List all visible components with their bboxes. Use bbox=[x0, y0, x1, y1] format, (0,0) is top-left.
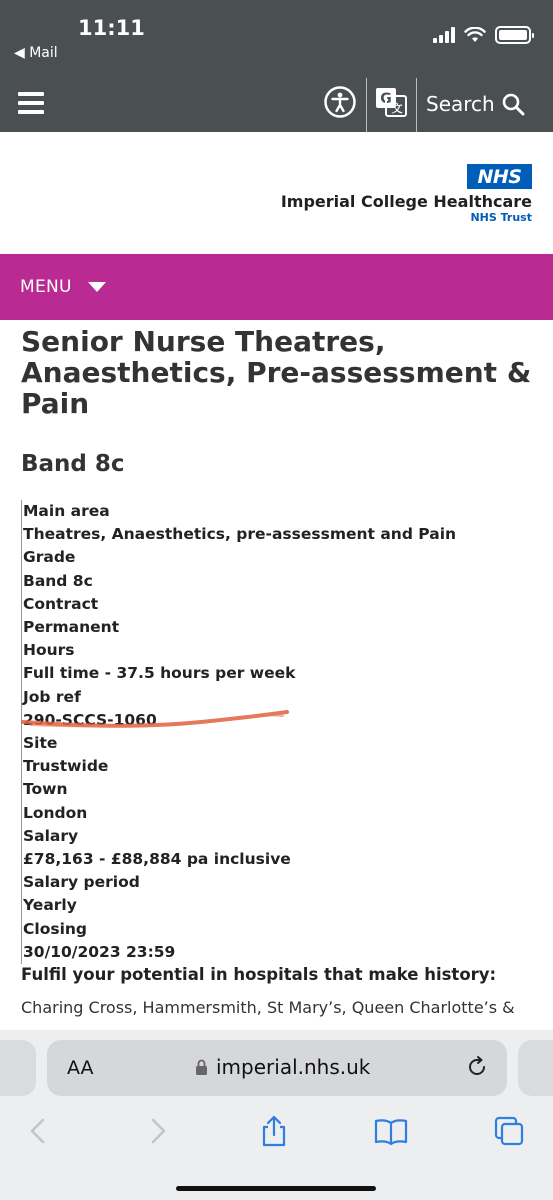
battery-icon bbox=[495, 26, 531, 44]
intro-paragraph: Charing Cross, Hammersmith, St Mary’s, Queen Charlotte’s & bbox=[21, 998, 515, 1018]
site-menu-toggle[interactable] bbox=[0, 254, 553, 320]
detail-label: Hours bbox=[23, 641, 75, 660]
detail-value: 290-SCCS-1060 bbox=[23, 710, 157, 729]
home-indicator bbox=[176, 1186, 376, 1191]
handwritten-underline-mark bbox=[21, 706, 291, 736]
status-icons bbox=[433, 26, 531, 44]
search-icon bbox=[501, 92, 525, 116]
address-bar[interactable] bbox=[47, 1040, 507, 1096]
search-label: Search bbox=[426, 92, 495, 116]
detail-label: Site bbox=[23, 734, 58, 753]
detail-value: 30/10/2023 23:59 bbox=[23, 942, 176, 961]
wifi-icon bbox=[464, 27, 486, 43]
url-display[interactable] bbox=[195, 1055, 370, 1079]
section-heading: Fulfil your potential in hospitals that make history: bbox=[21, 965, 497, 985]
job-band: Band 8c bbox=[21, 451, 125, 477]
text-size-label: AA bbox=[67, 1057, 94, 1079]
chevron-down-icon bbox=[88, 282, 106, 292]
status-time: 11:11 bbox=[78, 16, 145, 40]
svg-text:G: G bbox=[380, 91, 392, 107]
tabs-icon[interactable] bbox=[492, 1114, 526, 1148]
back-to-mail-link[interactable]: ◀ Mail bbox=[14, 45, 58, 61]
share-icon[interactable] bbox=[257, 1114, 291, 1148]
organisation-subtitle: NHS Trust bbox=[470, 211, 532, 224]
search-button[interactable] bbox=[426, 92, 525, 116]
job-content bbox=[21, 320, 533, 1030]
svg-text:文: 文 bbox=[391, 102, 403, 115]
job-title: Senior Nurse Theatres, Anaesthetics, Pre-assessment & Pain bbox=[21, 325, 532, 420]
detail-label: Closing bbox=[23, 919, 88, 938]
detail-label: Town bbox=[23, 780, 68, 799]
url-text: imperial.nhs.uk bbox=[216, 1055, 371, 1079]
browser-top-area bbox=[0, 0, 553, 132]
text-size-button[interactable] bbox=[67, 1057, 94, 1079]
site-header bbox=[0, 132, 553, 254]
detail-value: Permanent bbox=[23, 618, 120, 637]
toolbar-divider bbox=[416, 78, 417, 132]
browser-bottom-bar bbox=[0, 1030, 553, 1200]
cellular-signal-icon bbox=[433, 27, 455, 43]
previous-tab-preview[interactable] bbox=[0, 1040, 36, 1096]
detail-value: London bbox=[23, 803, 88, 822]
forward-icon[interactable] bbox=[140, 1114, 174, 1148]
detail-value: £78,163 - £88,884 pa inclusive bbox=[23, 850, 291, 869]
reload-icon[interactable] bbox=[465, 1055, 489, 1079]
toolbar-divider bbox=[366, 78, 367, 132]
detail-value: Full time - 37.5 hours per week bbox=[23, 664, 296, 683]
detail-label: Salary bbox=[23, 826, 79, 845]
menu-label: MENU bbox=[20, 277, 72, 297]
detail-label: Job ref bbox=[23, 687, 81, 706]
detail-label: Salary period bbox=[23, 873, 140, 892]
bookmarks-icon[interactable] bbox=[374, 1114, 408, 1148]
back-icon[interactable] bbox=[22, 1114, 56, 1148]
accessibility-icon[interactable] bbox=[323, 85, 357, 119]
nhs-logo[interactable]: NHS bbox=[467, 164, 532, 189]
translate-icon[interactable] bbox=[374, 85, 408, 119]
menu-icon[interactable] bbox=[18, 92, 44, 114]
detail-value: Band 8c bbox=[23, 571, 93, 590]
detail-label: Contract bbox=[23, 594, 99, 613]
lock-icon bbox=[195, 1059, 208, 1076]
organisation-name: Imperial College Healthcare bbox=[280, 192, 532, 211]
detail-value: Trustwide bbox=[23, 757, 109, 776]
detail-label: Main area bbox=[23, 502, 110, 520]
detail-value: Yearly bbox=[23, 896, 77, 915]
next-tab-preview[interactable] bbox=[518, 1040, 553, 1096]
detail-value: Theatres, Anaesthetics, pre-assessment and Pain bbox=[23, 525, 457, 544]
detail-label: Grade bbox=[23, 548, 76, 567]
